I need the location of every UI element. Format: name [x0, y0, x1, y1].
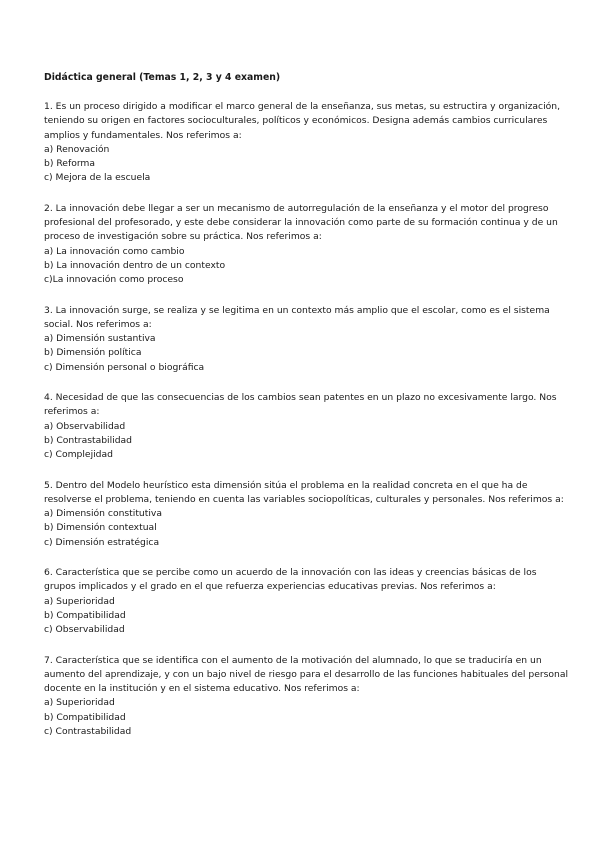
- question-text: 7. Característica que se identifica con el aumento de la motivación del alumnado, lo que se traduciría en un aumento del aprendizaje, y con un bajo nivel de riesgo para el desarrollo de las funciones habituales del personal docente en la institución y en el sistema educativo. Nos referimos a:: [44, 654, 569, 695]
- answer-option: b) Compatibilidad: [44, 711, 126, 723]
- answer-option: a) Dimensión constitutiva: [44, 508, 162, 520]
- question-text: 3. La innovación surge, se realiza y se legitima en un contexto más amplio que el escolar, como es el sistema social. Nos referimos a:: [44, 304, 550, 330]
- answer-option: b) Compatibilidad: [44, 609, 126, 621]
- answer-option: c) Dimensión personal o biográfica: [44, 361, 205, 373]
- answer-options: [44, 143, 570, 186]
- answer-option: c) Observabilidad: [44, 624, 125, 636]
- answer-option: a) Superioridad: [44, 595, 115, 607]
- question-text: 1. Es un proceso dirigido a modificar el marco general de la enseñanza, sus metas, su estructira y organización, teniendo su origen en factores socioculturales, políticos y económicos. Designa además cambios curriculares amplios y fundamentales. Nos referimos a:: [44, 101, 561, 141]
- answer-option: b) La innovación dentro de un contexto: [44, 259, 226, 271]
- answer-option: b) Contrastabilidad: [44, 434, 133, 446]
- question-list: [44, 100, 570, 739]
- answer-options: [44, 696, 570, 739]
- answer-option: c)La innovación como proceso: [44, 274, 184, 286]
- document-title: Didáctica general (Temas 1, 2, 3 y 4 examen): [44, 72, 281, 83]
- answer-options: [44, 595, 570, 638]
- answer-option: a) Observabilidad: [44, 420, 126, 432]
- question-4: [44, 391, 570, 462]
- question-text: 6. Característica que se percibe como un acuerdo de la innovación con las ideas y creencias básicas de los grupos implicados y el grado en el que refuerza experiencias educativas previas. Nos referimos a:: [44, 567, 537, 593]
- answer-option: c) Dimensión estratégica: [44, 536, 160, 548]
- answer-options: [44, 420, 570, 463]
- answer-option: b) Dimensión política: [44, 347, 142, 359]
- question-text: 4. Necesidad de que las consecuencias de los cambios sean patentes en un plazo no excesivamente largo. Nos referimos a:: [44, 392, 557, 418]
- question-7: [44, 654, 570, 740]
- question-3: [44, 304, 570, 375]
- answer-options: [44, 507, 570, 550]
- answer-option: c) Contrastabilidad: [44, 725, 132, 737]
- answer-option: c) Mejora de la escuela: [44, 172, 151, 184]
- question-5: [44, 479, 570, 550]
- answer-option: a) Renovación: [44, 143, 110, 155]
- question-text: 2. La innovación debe llegar a ser un mecanismo de autorregulación de la enseñanza y el motor del progreso profesional del profesorado, y este debe considerar la innovación como parte de su formación continua y de un proceso de investigación sobre su práctica. Nos referimos a:: [44, 202, 558, 243]
- question-1: [44, 100, 570, 186]
- question-text: 5. Dentro del Modelo heurístico esta dimensión sitúa el problema en la realidad concreta en el que ha de resolverse el problema, teniendo en cuenta las variables sociopolíticas, culturales y personales. Nos referimos a:: [44, 479, 564, 505]
- answer-options: [44, 332, 570, 375]
- question-6: [44, 566, 570, 637]
- answer-option: a) Superioridad: [44, 697, 115, 709]
- answer-option: b) Dimensión contextual: [44, 522, 157, 534]
- answer-option: a) La innovación como cambio: [44, 245, 185, 257]
- question-2: [44, 202, 570, 288]
- answer-option: c) Complejidad: [44, 449, 113, 461]
- answer-option: a) Dimensión sustantiva: [44, 333, 156, 345]
- answer-options: [44, 245, 570, 288]
- answer-option: b) Reforma: [44, 158, 96, 170]
